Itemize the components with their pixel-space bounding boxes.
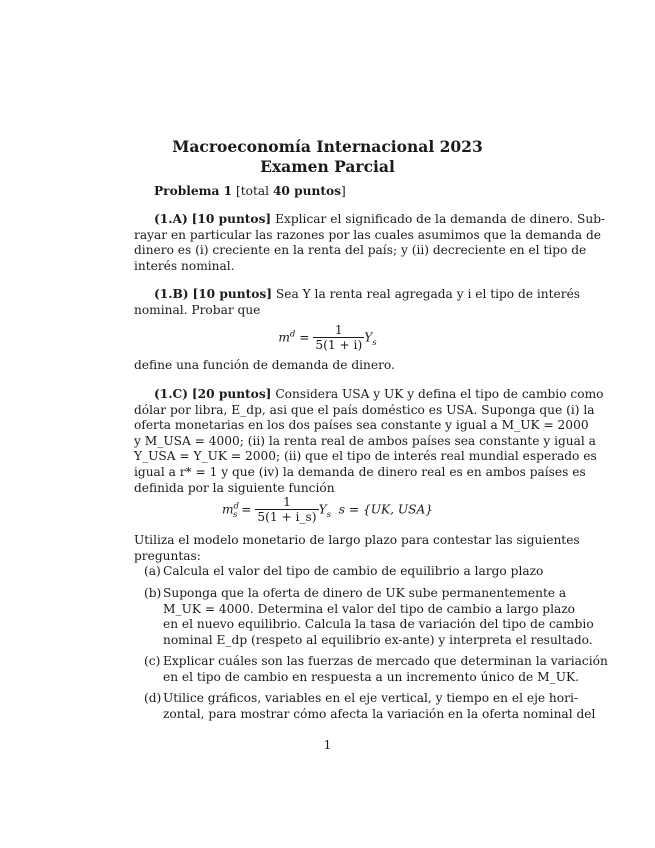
equation-fraction: $\frac{1}{5(1 + i)}$	[315, 323, 363, 352]
real-money-demand-equation: $m^d_s$ = $\frac{1}{5(1 + i\_s)}$ $Y_s$ s = {UK, USA}	[221, 495, 434, 524]
question-label: (b)	[144, 586, 162, 600]
part-b-conclusion: define una función de demanda de dinero.	[134, 358, 395, 372]
part-c-tag: (1.C)	[154, 387, 188, 401]
question-label: (c)	[144, 654, 161, 668]
part-c-line: dólar por libra, E_dp, asi que el país doméstico es USA. Suponga que (i) la	[134, 402, 595, 417]
question-label: (d)	[144, 691, 162, 705]
part-c-paragraph	[134, 387, 604, 496]
part-a-points: [10 puntos]	[191, 212, 272, 226]
part-b-line: (1.B) [10 puntos] Sea Y la renta real agregada y i el tipo de interés	[154, 287, 581, 301]
part-a-line: (1.A) [10 puntos] Explicar el significado de la demanda de dinero. Sub-	[154, 212, 606, 226]
part-c-line: igual a r* = 1 y que (iv) la demanda de dinero real es en ambos países es	[134, 464, 586, 479]
page-number: 1	[323, 738, 332, 752]
question-line: Suponga que la oferta de dinero de UK sube permanentemente a	[163, 586, 567, 600]
question-line: Utilice gráficos, variables en el eje vertical, y tiempo en el eje hori-	[163, 691, 578, 705]
part-b-points: [10 puntos]	[192, 287, 273, 301]
document-title: Macroeconomía Internacional 2023	[172, 137, 483, 156]
part-c-instructions: Utiliza el modelo monetario de largo plazo para contestar las siguientes preguntas:	[134, 533, 580, 563]
part-a-line: rayar en particular las razones por las cuales asumimos que la demanda de	[134, 227, 602, 242]
question-line: en el tipo de cambio en respuesta a un incremento único de M_UK.	[163, 669, 579, 684]
question-line: Explicar cuáles son las fuerzas de mercado que determinan la variación	[163, 654, 608, 668]
part-a-tag: (1.A)	[154, 212, 188, 226]
question-line: en el nuevo equilibrio. Calcula la tasa de variación del tipo de cambio	[163, 617, 594, 632]
question-line: M_UK = 4000. Determina el valor del tipo de cambio a largo plazo	[163, 601, 576, 616]
problem-total-prefix: [total	[236, 184, 270, 198]
problem-heading	[154, 184, 346, 198]
part-c-line: oferta monetarias en los dos países sea constante y igual a M_UK = 2000	[134, 418, 589, 433]
part-c-points: [20 puntos]	[191, 387, 272, 401]
part-c-line: y M_USA = 4000; (ii) la renta real de ambos países sea constante y igual a	[134, 433, 596, 448]
part-a-paragraph	[134, 212, 606, 274]
money-demand-equation: $m^d$ = $\frac{1}{5(1 + i)}$ $Y_s$	[278, 323, 377, 352]
part-b-tag: (1.B)	[154, 287, 189, 301]
part-a-line: dinero es (i) creciente en la renta del país; y (ii) decreciente en el tipo de	[134, 243, 587, 258]
question-label: (a)	[144, 564, 161, 578]
part-c-line: Y_USA = Y_UK = 2000; (ii) que el tipo de interés real mundial esperado es	[134, 449, 597, 464]
part-a-line: interés nominal.	[134, 258, 235, 273]
question-line: nominal E_dp (respeto al equilibrio ex-ante) y interpreta el resultado.	[163, 632, 593, 647]
question-line: zontal, para mostrar cómo afecta la variación en la oferta nominal del	[163, 706, 596, 721]
part-c-line: definida por la siguiente función	[134, 480, 335, 495]
problem-total-points: 40 puntos	[272, 184, 342, 198]
document-subtitle: Examen Parcial	[260, 157, 395, 176]
part-b-line: nominal. Probar que	[134, 302, 261, 317]
part-b-paragraph	[134, 287, 581, 318]
problem-label: Problema 1	[154, 184, 233, 198]
equation-fraction: $\frac{1}{5(1 + i\_s)}$	[257, 495, 317, 524]
part-c-line: (1.C) [20 puntos] Considera USA y UK y defina el tipo de cambio como	[154, 387, 604, 401]
country-set: s = {UK, USA}	[338, 502, 434, 517]
problem-total-suffix: ]	[341, 184, 346, 198]
question-line: Calcula el valor del tipo de cambio de equilibrio a largo plazo	[163, 564, 544, 578]
